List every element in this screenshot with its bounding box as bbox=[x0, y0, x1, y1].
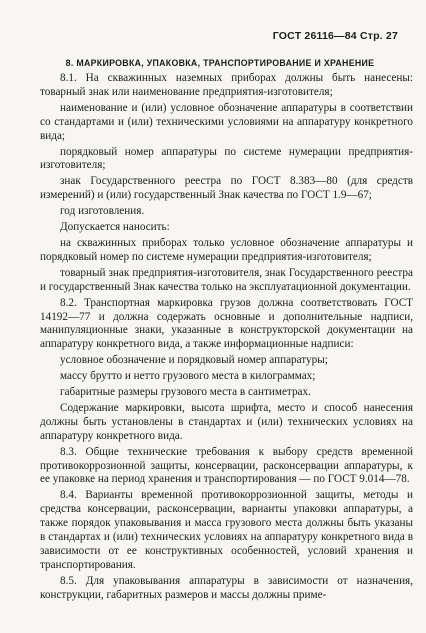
paragraph-allowed: Допускается наносить: bbox=[60, 221, 170, 234]
page-header: ГОСТ 26116—84 Стр. 27 bbox=[272, 30, 398, 42]
paragraph-8-5: 8.5. Для упаковывания аппаратуры в зависимости от назначения, конструкции, габаритных размеров и массы должны приме- bbox=[40, 574, 413, 601]
paragraph-year: год изготовления. bbox=[60, 205, 145, 218]
document-body bbox=[40, 72, 413, 605]
section-title: 8. МАРКИРОВКА, УПАКОВКА, ТРАНСПОРТИРОВАНИЕ И ХРАНЕНИЕ bbox=[65, 58, 375, 68]
paragraph-naming: наименование и (или) условное обозначение аппаратуры в соответствии со стандартами и (или) техническими условиями на аппаратуру конкретного вида; bbox=[40, 101, 413, 142]
paragraph-8-4: 8.4. Варианты временной противокоррозионной защиты, методы и средства консервации, расконсервации, варианты упаковки аппаратуры, а также порядок упаковывания и масса грузового места должны быть указаны в стандартах и (или) технических условиях на аппаратуру конкретного вида в зависимости от ее конструктивных особенностей, условий хранения и транспортирования. bbox=[40, 489, 413, 571]
paragraph-marking-content: Содержание маркировки, высота шрифта, место и способ нанесения должны быть установлены в стандартах и (или) технических условиях на аппаратуру конкретного вида. bbox=[40, 401, 413, 442]
paragraph-8-3: 8.3. Общие технические требования к выбору средств временной противокоррозионной защиты, консервации, расконсервации аппаратуры, к ее упаковке на период хранения и транспортирования — по ГОСТ 9.014—78. bbox=[40, 445, 413, 486]
paragraph-downhole: на скважинных приборах только условное обозначение аппаратуры и порядковый номер по системе нумерации предприятия-изготовителя; bbox=[40, 236, 413, 263]
paragraph-dimensions: габаритные размеры грузового места в сантиметрах. bbox=[60, 386, 311, 399]
paragraph-8-2: 8.2. Транспортная маркировка грузов должна соответствовать ГОСТ 14192—77 и должна содержать основные и дополнительные надписи, манипуляционные знаки, указанные в конструкторской документации на аппаратуру конкретного вида, а также информационные надписи: bbox=[40, 296, 413, 351]
paragraph-mass: массу брутто и нетто грузового места в килограммах; bbox=[60, 370, 316, 383]
paragraph-registry-mark: знак Государственного реестра по ГОСТ 8.383—80 (для средств измерений) и (или) государственный Знак качества по ГОСТ 1.9—67; bbox=[40, 175, 413, 202]
paragraph-trademark: товарный знак предприятия-изготовителя, знак Государственного реестра и государственный Знак качества только на эксплуатационной документации. bbox=[40, 266, 413, 293]
paragraph-designation: условное обозначение и порядковый номер аппаратуры; bbox=[60, 354, 328, 367]
paragraph-serial-number: порядковый номер аппаратуры по системе нумерации предприятия-изготовителя; bbox=[40, 145, 413, 172]
paragraph-8-1: 8.1. На скважинных наземных приборах должны быть нанесены: товарный знак или наименование предприятия-изготовителя; bbox=[40, 72, 413, 98]
